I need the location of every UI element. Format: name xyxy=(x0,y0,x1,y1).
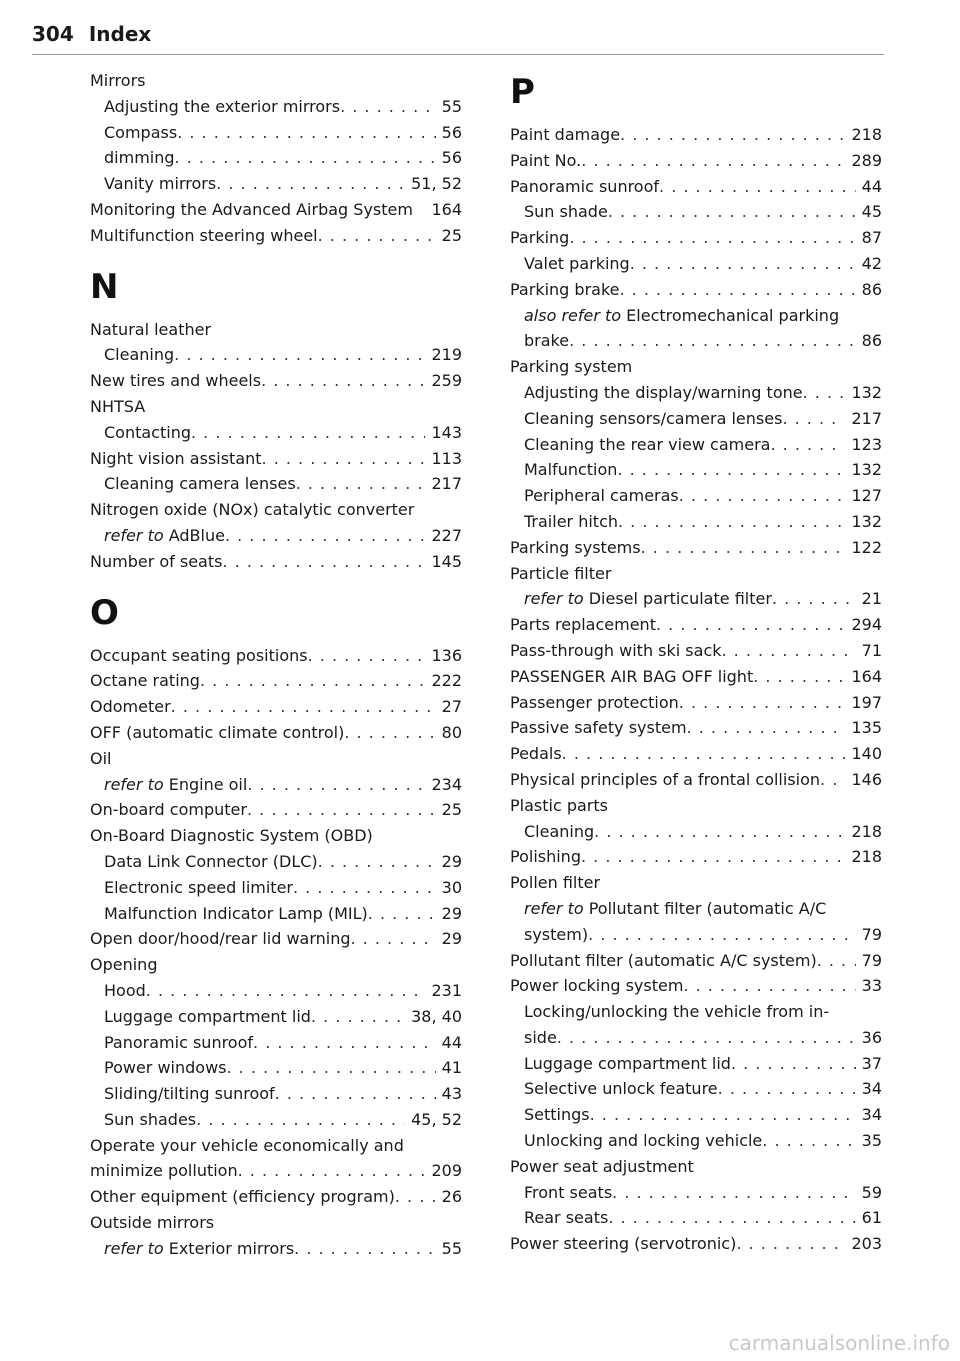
entry-page-ref: 135 xyxy=(845,715,882,741)
index-entry xyxy=(510,406,882,432)
index-entry xyxy=(90,1236,462,1262)
entry-text: Outside mirrors xyxy=(90,1213,215,1233)
index-entry xyxy=(90,145,462,171)
entry-text: Contacting xyxy=(104,422,191,442)
index-entry xyxy=(510,1154,882,1180)
index-entry xyxy=(510,354,882,380)
index-entry xyxy=(510,586,882,612)
index-entry xyxy=(510,767,882,793)
index-entry xyxy=(90,668,462,694)
entry-text: Polishing xyxy=(510,847,581,867)
entry-text: Oil xyxy=(90,748,112,768)
index-entry xyxy=(90,1004,462,1030)
index-entry xyxy=(510,612,882,638)
entry-text: Parking brake xyxy=(510,279,620,299)
entry-page-ref: 218 xyxy=(845,122,882,148)
index-entry xyxy=(90,1055,462,1081)
entry-text: Occupant seating positions xyxy=(90,645,308,665)
entry-text: Compass xyxy=(104,122,178,142)
index-entry xyxy=(90,497,462,523)
index-entry xyxy=(510,1231,882,1257)
entry-prefix: also refer to xyxy=(524,305,627,325)
entry-page-ref: 34 xyxy=(856,1076,882,1102)
index-entry xyxy=(510,1025,882,1051)
entry-page-ref: 136 xyxy=(425,643,462,669)
index-entry xyxy=(510,715,882,741)
entry-text: Parking xyxy=(510,228,570,248)
index-entry xyxy=(510,1076,882,1102)
entry-text: Night vision assistant xyxy=(90,448,262,468)
entry-text: Sun shades xyxy=(104,1109,197,1129)
entry-prefix: refer to xyxy=(104,774,169,794)
entry-text: Open door/hood/rear lid warning xyxy=(90,929,351,949)
index-entry xyxy=(510,277,882,303)
index-entry xyxy=(510,148,882,174)
index-entry xyxy=(90,342,462,368)
entry-text: Cleaning the rear view camera xyxy=(524,434,771,454)
entry-page-ref: 27 xyxy=(436,694,462,720)
index-entry xyxy=(510,174,882,200)
entry-text: Paint damage xyxy=(510,125,621,144)
index-entry xyxy=(510,638,882,664)
entry-prefix: refer to xyxy=(104,525,169,545)
entry-text: Odometer xyxy=(90,697,171,717)
entry-text: Panoramic sunroof xyxy=(104,1032,254,1052)
index-entry xyxy=(510,199,882,225)
entry-text: Power seat adjustment xyxy=(510,1156,694,1176)
entry-page-ref: 122 xyxy=(845,535,882,561)
watermark: carmanualsonline.info xyxy=(728,1331,950,1355)
entry-text: brake xyxy=(524,331,570,351)
entry-page-ref: 42 xyxy=(856,251,882,277)
entry-page-ref: 41 xyxy=(436,1055,462,1081)
entry-page-ref: 86 xyxy=(856,277,882,303)
index-entry xyxy=(90,978,462,1004)
index-entry xyxy=(90,1210,462,1236)
index-entry xyxy=(90,94,462,120)
entry-text: NHTSA xyxy=(90,396,146,416)
index-entry xyxy=(90,772,462,798)
entry-page-ref: 56 xyxy=(436,145,462,171)
entry-page-ref: 145 xyxy=(425,549,462,575)
index-entry xyxy=(510,1128,882,1154)
index-entry xyxy=(510,225,882,251)
index-entry xyxy=(510,896,882,922)
entry-text: Settings xyxy=(524,1105,590,1125)
entry-page-ref: 30 xyxy=(436,875,462,901)
entry-text: minimize pollution xyxy=(90,1161,238,1181)
index-entry xyxy=(510,922,882,948)
entry-page-ref: 25 xyxy=(436,223,462,249)
entry-text: Parking systems xyxy=(510,537,641,557)
index-entry xyxy=(510,664,882,690)
index-entry xyxy=(510,793,882,819)
entry-text: Multifunction steering wheel xyxy=(90,225,318,245)
index-entry xyxy=(90,1133,462,1159)
entry-text: Cleaning sensors/camera lenses xyxy=(524,408,783,428)
entry-page-ref: 164 xyxy=(425,197,462,223)
index-entry xyxy=(510,1205,882,1231)
page-header xyxy=(32,22,884,55)
entry-text: Diesel particulate filter xyxy=(588,589,772,609)
index-entry xyxy=(90,1158,462,1184)
entry-text: Parking system xyxy=(510,357,633,377)
entry-page-ref: 294 xyxy=(845,612,882,638)
index-letter-heading: N xyxy=(90,266,119,307)
entry-page-ref: 38, 40 xyxy=(405,1004,462,1030)
entry-text: Unlocking and locking vehicle xyxy=(524,1131,763,1151)
entry-page-ref: 203 xyxy=(845,1231,882,1257)
entry-text: Cleaning camera lenses xyxy=(104,474,296,494)
entry-text: Power locking system xyxy=(510,976,684,996)
index-entry xyxy=(510,328,882,354)
entry-page-ref: 25 xyxy=(436,797,462,823)
index-entry xyxy=(90,1107,462,1133)
entry-text: Parts replacement xyxy=(510,615,656,635)
entry-page-ref: 146 xyxy=(845,767,882,793)
entry-text: Sliding/tilting sunroof xyxy=(104,1084,275,1104)
entry-page-ref: 218 xyxy=(845,844,882,870)
index-entry xyxy=(90,1184,462,1210)
entry-text: Sun shade xyxy=(524,202,608,222)
entry-text: OFF (automatic climate control) xyxy=(90,722,345,742)
entry-text: Selective unlock feature xyxy=(524,1079,718,1099)
entry-page-ref: 132 xyxy=(845,380,882,406)
index-entry xyxy=(510,483,882,509)
entry-text: PASSENGER AIR BAG OFF light xyxy=(510,666,754,686)
entry-text: Valet parking xyxy=(524,253,630,273)
index-entry xyxy=(510,251,882,277)
entry-text: Electronic speed limiter xyxy=(104,877,293,897)
entry-text: Plastic parts xyxy=(510,795,608,815)
entry-text: system) xyxy=(524,924,589,944)
entry-text: Physical principles of a frontal collision xyxy=(510,769,821,789)
index-entry xyxy=(510,844,882,870)
entry-text: Peripheral cameras xyxy=(524,486,679,506)
index-entry xyxy=(510,432,882,458)
index-entry xyxy=(90,471,462,497)
entry-page-ref: 140 xyxy=(845,741,882,767)
index-entry xyxy=(90,446,462,472)
entry-page-ref: 36 xyxy=(856,1025,882,1051)
entry-prefix: refer to xyxy=(104,1238,169,1258)
entry-page-ref: 29 xyxy=(436,926,462,952)
entry-page-ref: 79 xyxy=(856,922,882,948)
index-letter-heading: O xyxy=(90,592,119,633)
entry-page-ref: 209 xyxy=(425,1158,462,1184)
index-entry xyxy=(90,394,462,420)
index-entry xyxy=(510,303,882,329)
entry-page-ref: 45, 52 xyxy=(405,1107,462,1133)
entry-text: Pass-through with ski sack xyxy=(510,640,722,660)
entry-text: Passive safety system xyxy=(510,718,687,738)
index-entry xyxy=(90,523,462,549)
entry-text: Octane rating xyxy=(90,671,200,691)
entry-text: Monitoring the Advanced Airbag System xyxy=(90,199,413,219)
entry-text: Rear seats xyxy=(524,1208,609,1228)
entry-page-ref: 80 xyxy=(436,720,462,746)
entry-text: Engine oil xyxy=(168,774,248,794)
index-entry xyxy=(90,549,462,575)
entry-page-ref: 222 xyxy=(425,668,462,694)
entry-page-ref: 132 xyxy=(845,509,882,535)
index-entry xyxy=(90,901,462,927)
index-entry xyxy=(510,999,882,1025)
entry-text: side xyxy=(524,1027,557,1047)
entry-page-ref: 79 xyxy=(856,948,882,974)
entry-page-ref: 217 xyxy=(845,406,882,432)
index-entry xyxy=(510,535,882,561)
entry-text: Mirrors xyxy=(90,71,146,90)
entry-text: Cleaning xyxy=(524,821,595,841)
entry-page-ref: 234 xyxy=(425,772,462,798)
index-entry xyxy=(90,875,462,901)
index-entry xyxy=(510,948,882,974)
entry-page-ref: 29 xyxy=(436,849,462,875)
entry-text: Power windows xyxy=(104,1058,227,1078)
entry-text: Vanity mirrors xyxy=(104,174,217,194)
index-entry xyxy=(90,797,462,823)
index-entry xyxy=(90,317,462,343)
entry-page-ref: 59 xyxy=(856,1180,882,1206)
index-entry xyxy=(90,694,462,720)
entry-page-ref: 197 xyxy=(845,690,882,716)
entry-page-ref: 289 xyxy=(845,148,882,174)
entry-page-ref: 21 xyxy=(856,586,882,612)
entry-text: dimming xyxy=(104,148,175,168)
index-entry xyxy=(90,1030,462,1056)
entry-page-ref: 71 xyxy=(856,638,882,664)
index-entry xyxy=(90,952,462,978)
entry-text: Pedals xyxy=(510,744,562,764)
index-entry xyxy=(90,120,462,146)
index-entry xyxy=(510,1102,882,1128)
entry-text: Nitrogen oxide (NOx) catalytic converter xyxy=(90,500,415,520)
entry-page-ref: 219 xyxy=(425,342,462,368)
entry-page-ref: 217 xyxy=(425,471,462,497)
entry-page-ref: 218 xyxy=(845,819,882,845)
entry-page-ref: 123 xyxy=(845,432,882,458)
index-entry xyxy=(510,509,882,535)
index-entry xyxy=(90,720,462,746)
entry-text: New tires and wheels xyxy=(90,371,262,391)
entry-text: Adjusting the exterior mirrors xyxy=(104,96,341,116)
entry-text: Passenger protection xyxy=(510,692,679,712)
entry-text: Luggage compartment lid xyxy=(524,1053,731,1073)
entry-page-ref: 231 xyxy=(425,978,462,1004)
entry-text: Paint No. xyxy=(510,150,582,170)
index-entry xyxy=(510,380,882,406)
section-title: Index xyxy=(88,22,152,46)
entry-text: AdBlue xyxy=(168,525,225,545)
entry-text: Pollutant filter (automatic A/C system) xyxy=(510,950,817,970)
entry-page-ref: 87 xyxy=(856,225,882,251)
entry-prefix: refer to xyxy=(524,589,589,609)
index-entry xyxy=(510,870,882,896)
index-entry xyxy=(90,368,462,394)
entry-text: Trailer hitch xyxy=(524,511,618,531)
index-entry xyxy=(90,197,462,223)
entry-page-ref: 51, 52 xyxy=(405,171,462,197)
index-letter-heading: P xyxy=(510,72,535,112)
entry-page-ref: 143 xyxy=(425,420,462,446)
entry-text: On-Board Diagnostic System (OBD) xyxy=(90,826,373,846)
entry-page-ref: 35 xyxy=(856,1128,882,1154)
index-entry xyxy=(510,1051,882,1077)
index-entry xyxy=(90,849,462,875)
index-entry xyxy=(90,420,462,446)
entry-text: Natural leather xyxy=(90,319,212,339)
entry-text: Pollen filter xyxy=(510,873,601,893)
entry-page-ref: 164 xyxy=(845,664,882,690)
index-entry xyxy=(510,819,882,845)
entry-page-ref: 127 xyxy=(845,483,882,509)
entry-text: Particle filter xyxy=(510,563,612,583)
index-entry xyxy=(510,122,882,148)
index-entry xyxy=(510,561,882,587)
entry-page-ref: 55 xyxy=(436,1236,462,1262)
entry-text: Cleaning xyxy=(104,345,175,365)
entry-page-ref: 55 xyxy=(436,94,462,120)
index-entry xyxy=(510,690,882,716)
entry-page-ref: 37 xyxy=(856,1051,882,1077)
entry-text: Other equipment (efficiency program) xyxy=(90,1187,395,1207)
index-entry xyxy=(510,973,882,999)
entry-page-ref: 61 xyxy=(856,1205,882,1231)
entry-text: Malfunction Indicator Lamp (MIL) xyxy=(104,903,368,923)
index-entry xyxy=(90,643,462,669)
entry-text: Luggage compartment lid xyxy=(104,1006,311,1026)
index-entry xyxy=(90,223,462,249)
entry-text: Power steering (servotronic) xyxy=(510,1234,737,1254)
entry-text: Malfunction xyxy=(524,460,618,480)
entry-page-ref: 113 xyxy=(425,446,462,472)
page-number: 304 xyxy=(32,22,74,46)
entry-text: Adjusting the display/warning tone xyxy=(524,382,803,402)
entry-text: Number of seats xyxy=(90,551,223,571)
entry-text: Operate your vehicle economically and xyxy=(90,1135,404,1155)
entry-text: Data Link Connector (DLC) xyxy=(104,851,318,871)
entry-page-ref: 132 xyxy=(845,457,882,483)
entry-page-ref: 86 xyxy=(856,328,882,354)
entry-page-ref: 44 xyxy=(856,174,882,200)
index-column-right xyxy=(510,68,882,1257)
entry-text: Exterior mirrors xyxy=(168,1238,295,1258)
entry-page-ref: 45 xyxy=(856,199,882,225)
entry-page-ref: 43 xyxy=(436,1081,462,1107)
entry-text: Pollutant filter (automatic A/C xyxy=(588,898,827,918)
index-entry xyxy=(510,741,882,767)
entry-text: Opening xyxy=(90,955,158,975)
entry-prefix: refer to xyxy=(524,898,589,918)
entry-page-ref: 56 xyxy=(436,120,462,146)
index-entry xyxy=(510,1180,882,1206)
entry-text: Locking/unlocking the vehicle from in- xyxy=(524,1002,830,1022)
index-entry xyxy=(90,823,462,849)
entry-text: Front seats xyxy=(524,1182,613,1202)
entry-page-ref: 34 xyxy=(856,1102,882,1128)
index-entry xyxy=(510,457,882,483)
entry-page-ref: 259 xyxy=(425,368,462,394)
index-entry xyxy=(90,926,462,952)
entry-page-ref: 26 xyxy=(436,1184,462,1210)
index-entry xyxy=(90,1081,462,1107)
index-entry xyxy=(90,746,462,772)
entry-text: Electromechanical parking xyxy=(626,305,840,325)
entry-page-ref: 29 xyxy=(436,901,462,927)
entry-text: On-board computer xyxy=(90,800,247,820)
entry-text: Panoramic sunroof xyxy=(510,176,660,196)
index-entry xyxy=(90,171,462,197)
index-entry xyxy=(90,68,462,94)
entry-page-ref: 227 xyxy=(425,523,462,549)
entry-text: Hood xyxy=(104,980,146,1000)
entry-page-ref: 33 xyxy=(856,973,882,999)
entry-page-ref: 44 xyxy=(436,1030,462,1056)
index-column-left xyxy=(90,68,462,1262)
